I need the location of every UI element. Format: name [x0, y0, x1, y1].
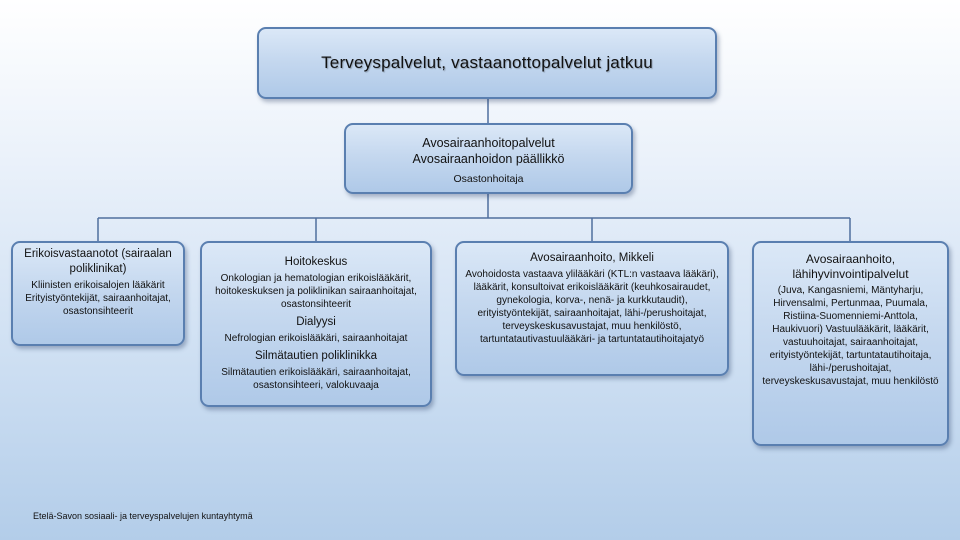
- main-unit-name: Avosairaanhoitopalvelut: [422, 136, 555, 150]
- unit-box-lahihyvinvointipalvelut: [752, 241, 949, 446]
- unit-heading: Erikoisvastaanotot (sairaalan poliklinikat): [24, 248, 172, 275]
- unit-staff-text: Nefrologian erikoislääkäri, sairaanhoitajat: [224, 333, 408, 344]
- unit-heading-hoitokeskus: Hoitokeskus: [284, 256, 348, 268]
- unit-staff-text: Kliinisten erikoisalojen lääkärit Erityistyöntekijät, sairaanhoitajat, osastonsihteerit: [25, 280, 171, 317]
- unit-box-avosairaanhoito-mikkeli: [455, 241, 729, 376]
- unit-heading-dialyysi: Dialyysi: [296, 316, 336, 328]
- unit-staff-text: Silmätautien erikoislääkäri, sairaanhoitajat, osastonsihteeri, valokuvaaja: [221, 367, 411, 391]
- unit-staff-text: Avohoidosta vastaava ylilääkäri (KTL:n vastaava lääkäri), lääkärit, konsultoivat erikoislääkärit (keuhkosairaudet, gynekologia, korva-, nenä- ja kurkkutaudit), erityistyöntekijät, sairaanhoitajat, lähi-/perushoitajat, terveyskeskusavustajat, muu henkilöstö, tartuntatautivastuulääkäri- ja tartuntatautihoitajatyö: [465, 269, 719, 345]
- main-unit-nurse: Osastonhoitaja: [453, 173, 524, 185]
- unit-heading-silmatautien-poliklinikka: Silmätautien poliklinikka: [254, 350, 378, 362]
- unit-staff-text: (Juva, Kangasniemi, Mäntyharju, Hirvensalmi, Pertunmaa, Puumala, Ristiina-Suomenniemi-Anttola, Haukivuori) Vastuulääkärit, lääkärit, vastuuhoitajat, sairaanhoitajat, erityistyöntekijät, tartuntatautihoitaja, lähi-/perushoitajat, terveyskeskusavustajat, muu henkilöstö: [762, 285, 939, 387]
- main-unit-box: [344, 123, 633, 194]
- unit-heading: Avosairaanhoito, lähihyvinvointipalvelut: [792, 252, 909, 281]
- unit-box-specialist-clinics: [11, 241, 185, 346]
- page-title: Terveyspalvelut, vastaanottopalvelut jatkuu: [321, 53, 653, 72]
- unit-staff-text: Onkologian ja hematologian erikoislääkärit, hoitokeskuksen ja poliklinikan sairaanhoitajat, osastonsihteerit: [215, 273, 417, 310]
- main-unit-manager: Avosairaanhoidon päällikkö: [412, 152, 565, 166]
- unit-box-care-center: [200, 241, 432, 407]
- footer-organization: Etelä-Savon sosiaali- ja terveyspalvelujen kuntayhtymä: [33, 511, 253, 521]
- unit-heading: Avosairaanhoito, Mikkeli: [530, 252, 654, 264]
- page-title-box: [257, 27, 717, 99]
